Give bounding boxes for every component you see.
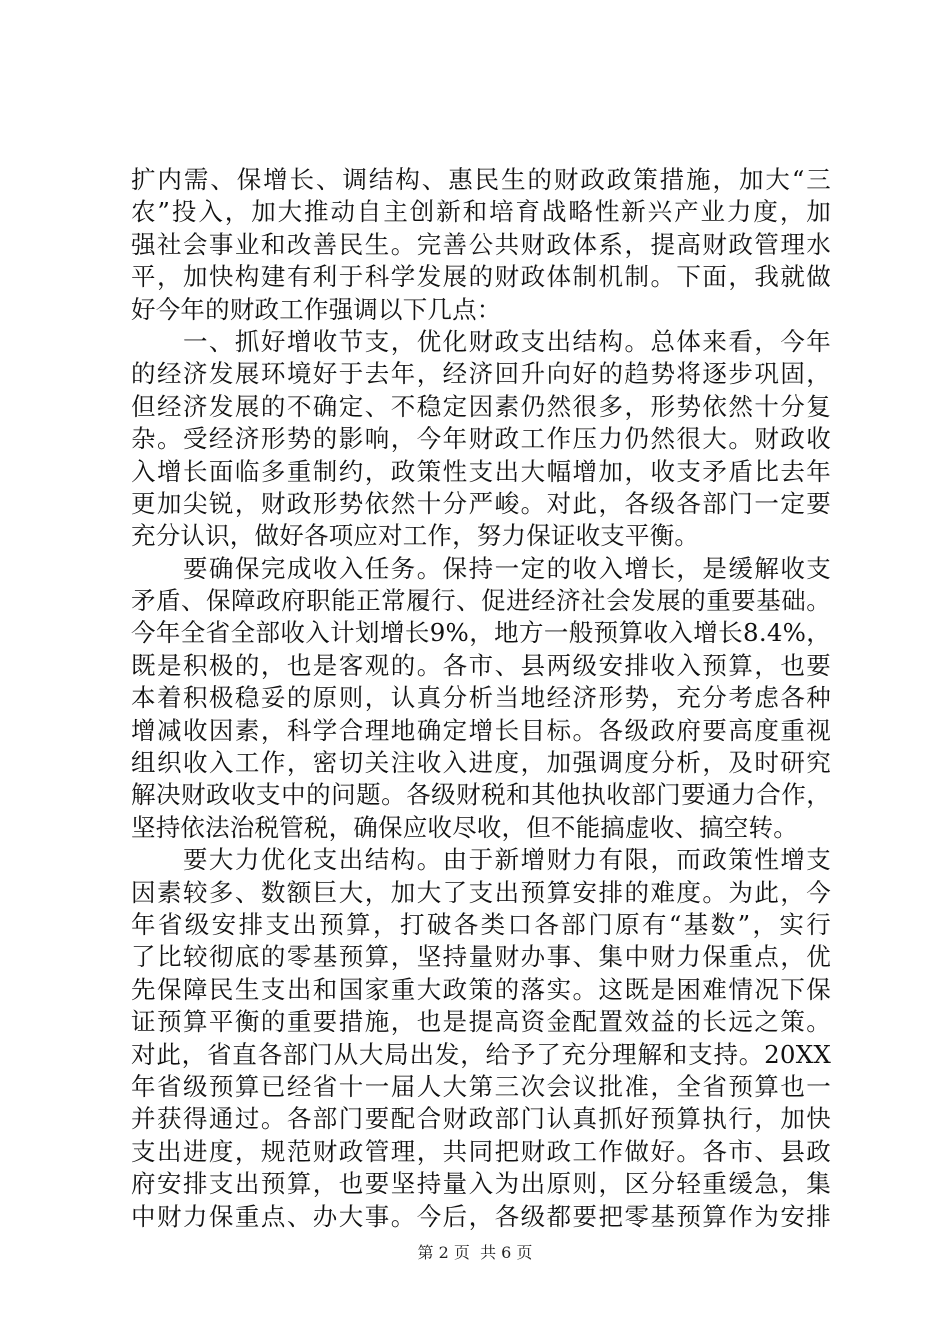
text-line: 因素较多、数额巨大，加大了支出预算安排的难度。为此，今 <box>131 877 831 907</box>
text-line: 府安排支出预算，也要坚持量入为出原则，区分轻重缓急，集 <box>131 1169 831 1199</box>
text-line: 的经济发展环境好于去年，经济回升向好的趋势将逐步巩固， <box>131 359 831 389</box>
text-line: 要大力优化支出结构。由于新增财力有限，而政策性增支 <box>131 845 831 875</box>
text-line: 坚持依法治税管税，确保应收尽收，但不能搞虚收、搞空转。 <box>131 812 798 842</box>
text-line: 一、抓好增收节支，优化财政支出结构。总体来看，今年 <box>131 326 831 356</box>
text-line: 矛盾、保障政府职能正常履行、促进经济社会发展的重要基础。 <box>131 586 831 616</box>
text-line: 本着积极稳妥的原则，认真分析当地经济形势，充分考虑各种 <box>131 683 831 713</box>
text-line: 支出进度，规范财政管理，共同把财政工作做好。各市、县政 <box>131 1136 831 1166</box>
document-body <box>131 164 831 1233</box>
page-number-footer: 第 2 页 共 6 页 <box>417 1243 533 1262</box>
text-line: 组织收入工作，密切关注收入进度，加强调度分析，及时研究 <box>131 748 831 778</box>
text-line: 中财力保重点、办大事。今后，各级都要把零基预算作为安排 <box>131 1201 831 1231</box>
text-line: 更加尖锐，财政形势依然十分严峻。对此，各级各部门一定要 <box>131 488 831 518</box>
text-line: 增减收因素，科学合理地确定增长目标。各级政府要高度重视 <box>131 715 831 745</box>
text-line: 好今年的财政工作强调以下几点： <box>131 294 502 324</box>
text-line: 了比较彻底的零基预算，坚持量财办事、集中财力保重点，优 <box>131 942 831 972</box>
text-line: 但经济发展的不确定、不稳定因素仍然很多，形势依然十分复 <box>131 391 831 421</box>
text-line: 扩内需、保增长、调结构、惠民生的财政政策措施，加大“三 <box>131 165 831 194</box>
text-line: 先保障民生支出和国家重大政策的落实。这既是困难情况下保 <box>131 974 831 1004</box>
text-line: 强社会事业和改善民生。完善公共财政体系，提高财政管理水 <box>131 229 831 259</box>
text-line: 入增长面临多重制约，政策性支出大幅增加，收支矛盾比去年 <box>131 456 831 486</box>
text-line: 证预算平衡的重要措施，也是提高资金配置效益的长远之策。 <box>131 1007 831 1037</box>
text-line: 既是积极的，也是客观的。各市、县两级安排收入预算，也要 <box>131 650 831 680</box>
text-line: 年省级安排支出预算，打破各类口各部门原有“基数”，实行 <box>131 909 831 939</box>
text-line: 要确保完成收入任务。保持一定的收入增长，是缓解收支 <box>131 553 831 583</box>
text-line: 充分认识，做好各项应对工作，努力保证收支平衡。 <box>131 521 700 551</box>
text-line: 平，加快构建有利于科学发展的财政体制机制。下面，我就做 <box>131 262 831 292</box>
text-line: 年省级预算已经省十一届人大第三次会议批准，全省预算也一 <box>131 1071 831 1101</box>
text-line: 农”投入，加大推动自主创新和培育战略性新兴产业力度，加 <box>131 197 831 227</box>
text-line: 并获得通过。各部门要配合财政部门认真抓好预算执行，加快 <box>131 1104 831 1134</box>
text-line: 今年全省全部收入计划增长9%，地方一般预算收入增长8.4%， <box>131 618 831 648</box>
text-line: 杂。受经济形势的影响，今年财政工作压力仍然很大。财政收 <box>131 424 831 454</box>
text-line: 解决财政收支中的问题。各级财税和其他执收部门要通力合作， <box>131 780 831 810</box>
text-line: 对此，省直各部门从大局出发，给予了充分理解和支持。20XX <box>131 1039 831 1069</box>
